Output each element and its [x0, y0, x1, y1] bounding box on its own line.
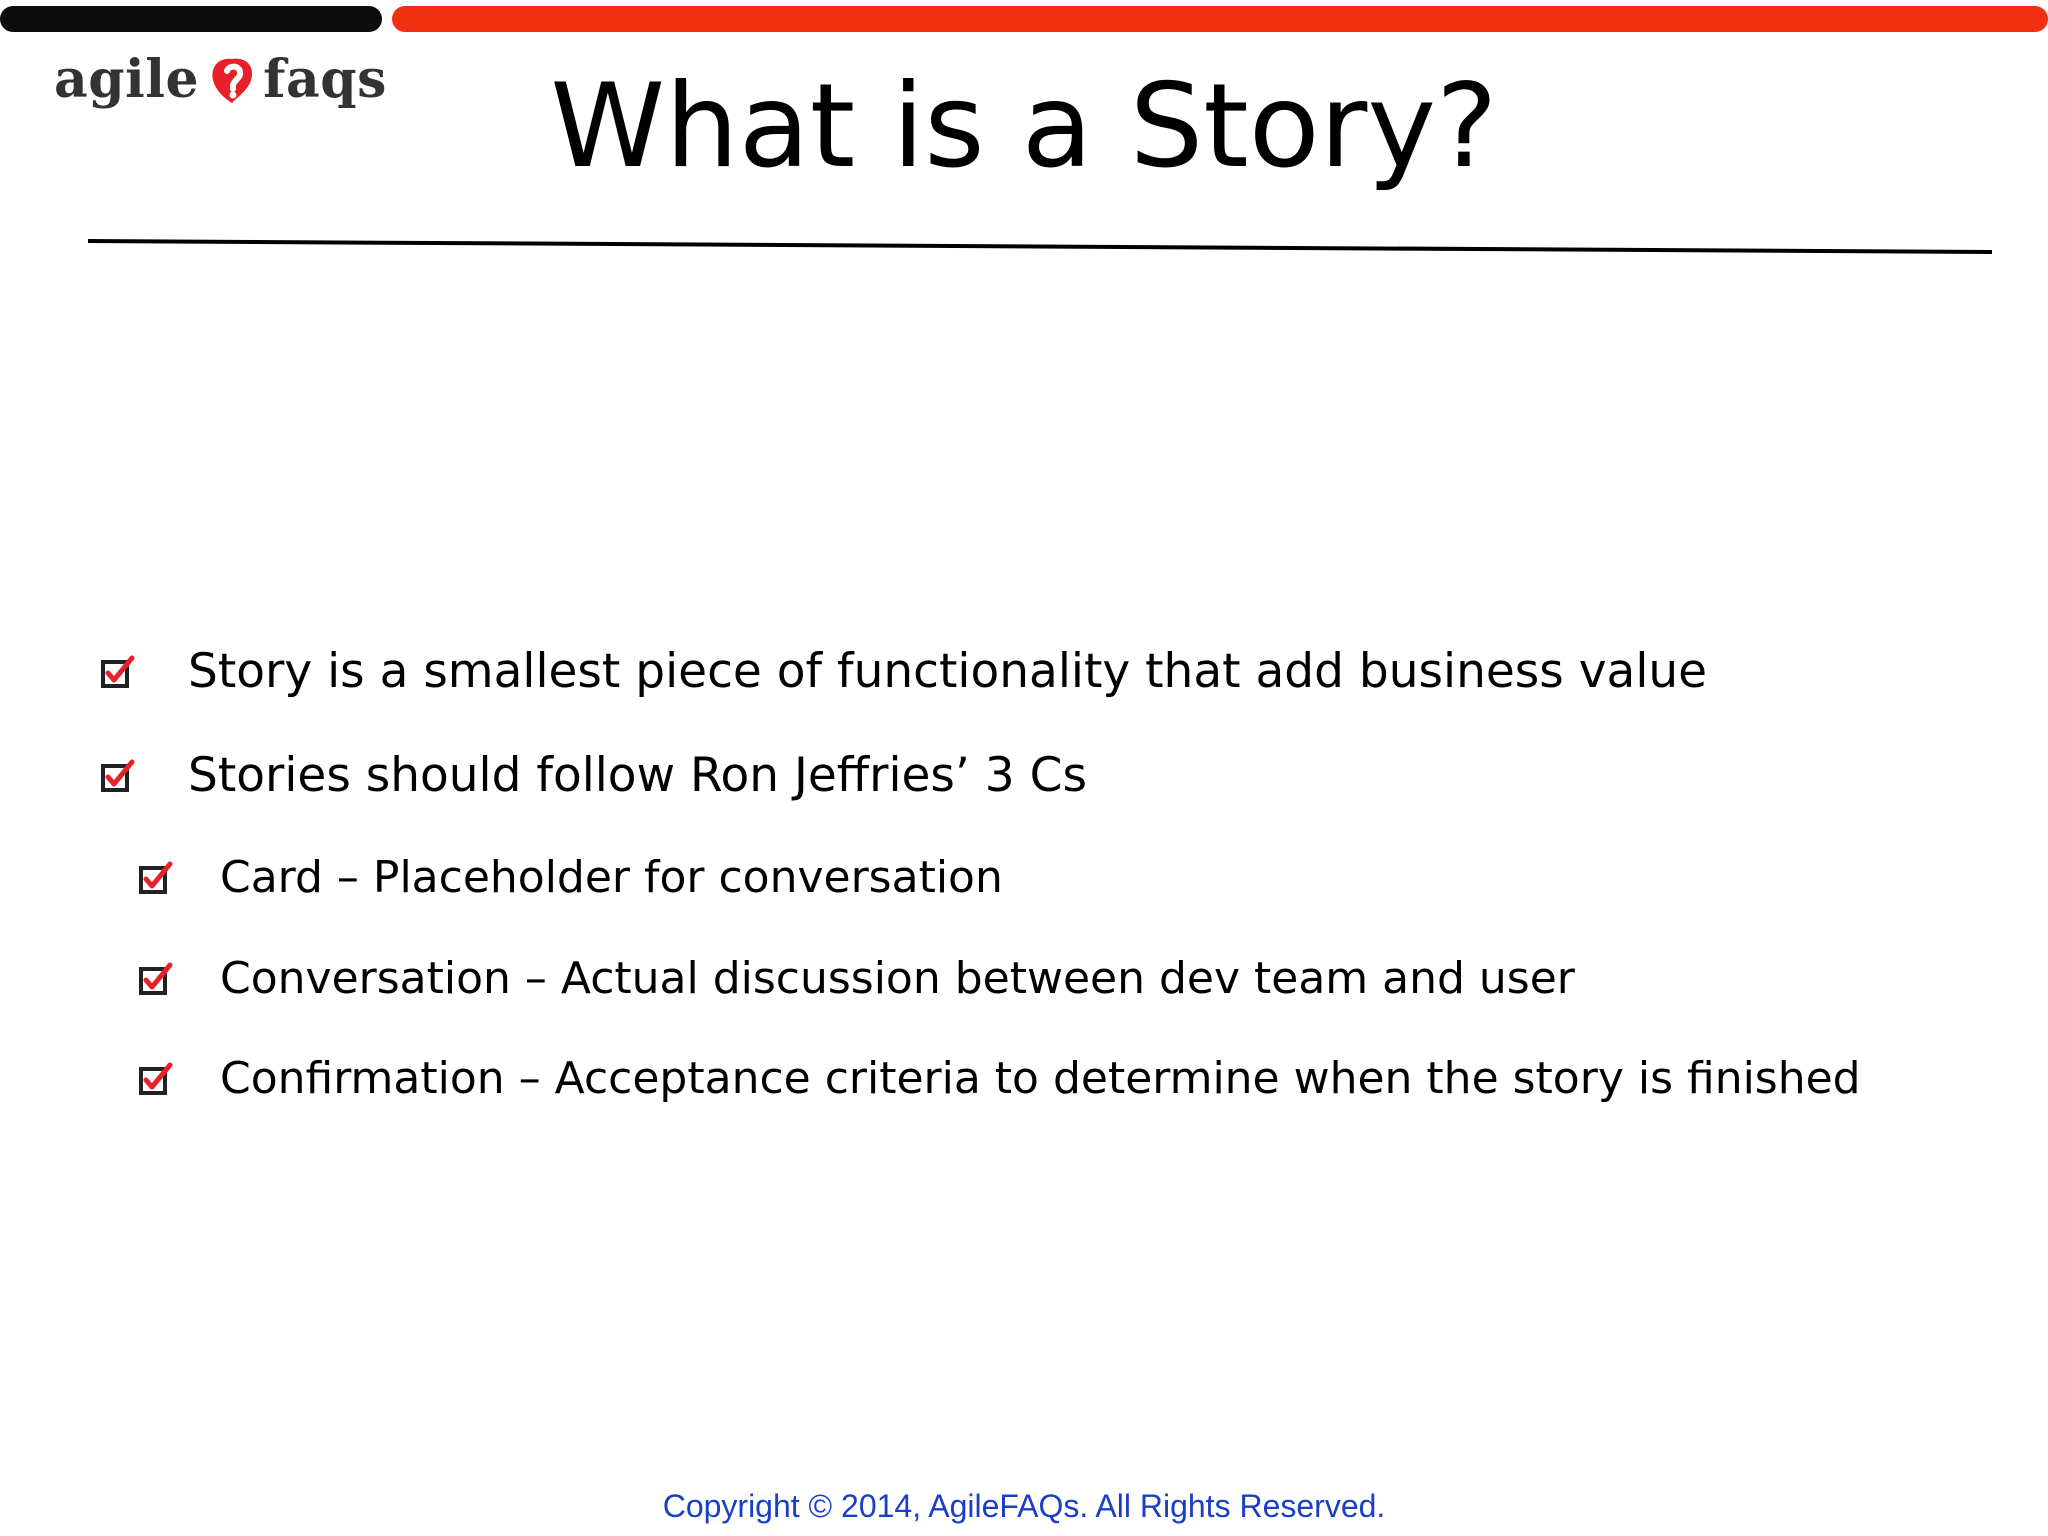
bullet-item	[100, 636, 1707, 706]
bullet-text: Story is a smallest piece of functionality that add business value	[188, 643, 1708, 699]
logo-word-faqs: faqs	[263, 48, 387, 110]
sub-bullet-item	[138, 1043, 1861, 1113]
checkbox-checked-icon	[100, 757, 136, 793]
checkbox-checked-icon	[138, 960, 174, 996]
logo-word-agile: agile	[54, 48, 200, 110]
sub-bullet-item	[138, 943, 1575, 1013]
bullet-text: Confirmation – Acceptance criteria to determine when the story is finished	[220, 1052, 1861, 1104]
sub-bullet-item	[138, 842, 1003, 912]
bullet-text: Card – Placeholder for conversation	[220, 851, 1003, 903]
checkbox-checked-icon	[100, 653, 136, 689]
bullet-text: Stories should follow Ron Jeffries’ 3 Cs	[188, 747, 1087, 803]
bullet-item	[100, 740, 1087, 810]
bullet-text: Conversation – Actual discussion between dev team and user	[220, 952, 1575, 1004]
slide-title: What is a Story?	[550, 59, 1498, 194]
copyright-footer: Copyright © 2014, AgileFAQs. All Rights Reserved.	[662, 1488, 1386, 1524]
checkbox-checked-icon	[138, 859, 174, 895]
checkbox-checked-icon	[138, 1060, 174, 1096]
